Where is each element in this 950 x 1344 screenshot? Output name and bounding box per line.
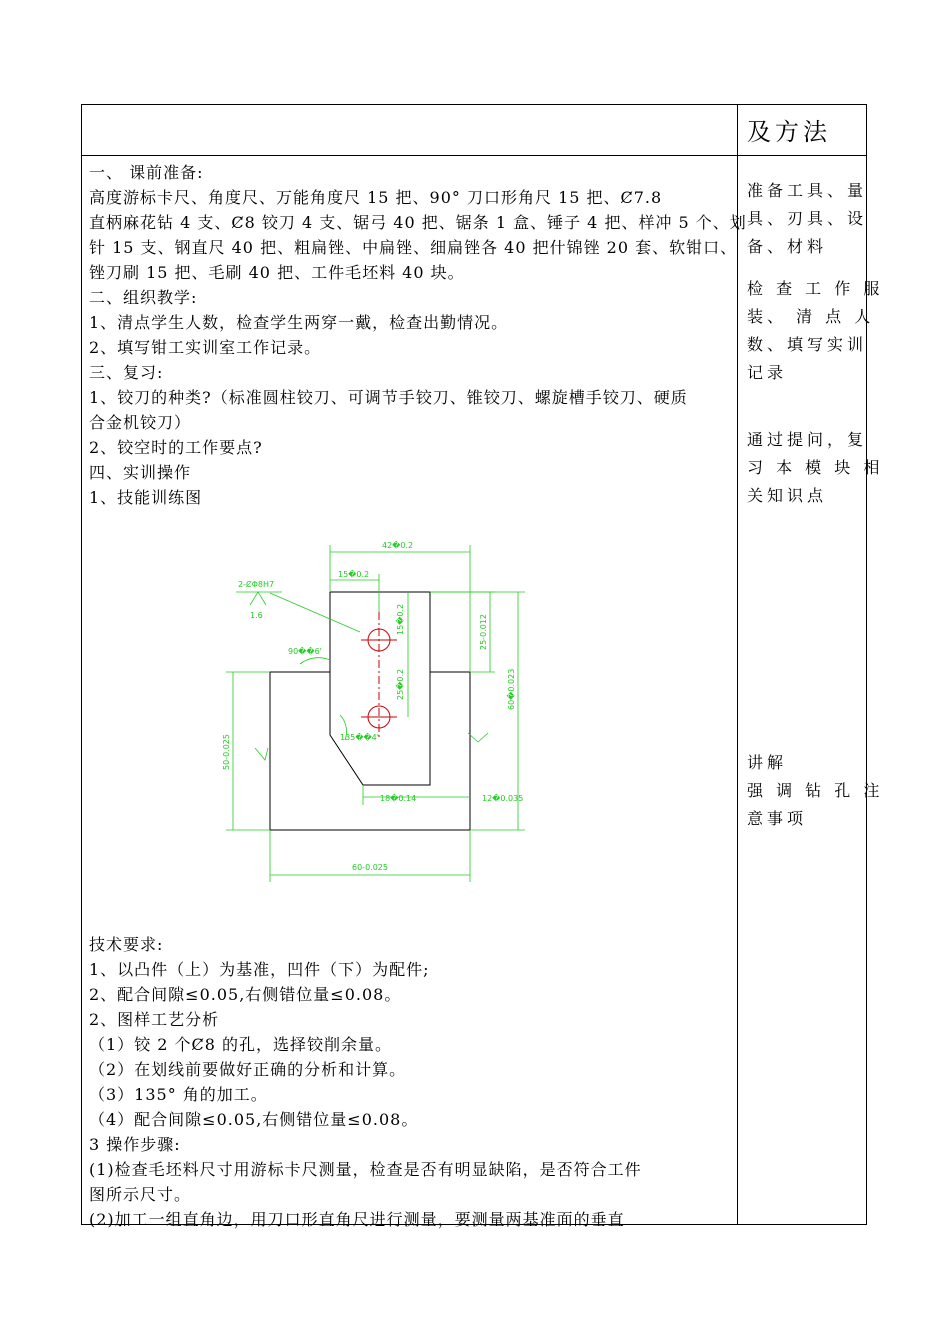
dim-label: 2-ȻΦ8H7 — [238, 580, 275, 589]
dim-label: 60-0.025 — [352, 863, 388, 872]
dim-label: 60�0.023 — [507, 668, 516, 710]
side-line: 意事项 — [747, 809, 808, 828]
side-line: 强 调 钻 孔 注 — [747, 781, 884, 800]
side-line: 准备工具、量 — [747, 181, 868, 200]
side-line: 检 查 工 作 服 — [747, 279, 884, 298]
text-line: （1）铰 2 个Ȼ8 的孔，选择铰削余量。 — [89, 1035, 393, 1054]
dim-label: 25-0.012 — [479, 614, 488, 650]
text-line: 高度游标卡尺、角度尺、万能角度尺 15 把、90° 刀口形角尺 15 把、Ȼ7.8 — [89, 188, 663, 207]
side-line: 装、 清 点 人 — [747, 307, 875, 326]
text-line: 1、清点学生人数，检查学生两穿一戴，检查出勤情况。 — [89, 313, 509, 332]
text-line: 二、组织教学: — [89, 288, 198, 307]
text-line: （4）配合间隙≤0.05,右侧错位量≤0.08。 — [89, 1110, 419, 1129]
dim-label: 12�0.035 — [482, 794, 524, 803]
method-column-header: 及方法 — [747, 118, 831, 146]
text-line: 四、实训操作 — [89, 463, 192, 482]
dim-label: 1.6 — [250, 611, 263, 620]
dim-label: 42�0.2 — [382, 541, 414, 550]
dim-label: 135��4' — [340, 733, 379, 742]
text-line: 针 15 支、钢直尺 40 把、粗扁锉、中扁锉、细扁锉各 40 把什锦锉 20 套、软钳口、 — [89, 238, 738, 257]
text-line: (1)检查毛坯料尺寸用游标卡尺测量，检查是否有明显缺陷，是否符合工件 — [89, 1160, 642, 1179]
dim-label: 18�0.14 — [380, 794, 417, 803]
header-divider — [81, 155, 867, 156]
skill-training-drawing — [200, 528, 540, 888]
text-line: 技术要求: — [89, 935, 164, 954]
column-divider — [737, 104, 738, 1225]
dimension-labels — [222, 540, 523, 872]
text-line: (2)加工一组直角边，用刀口形直角尺进行测量，要测量两基准面的垂直 — [89, 1210, 625, 1229]
dim-label: 50-0.025 — [222, 734, 231, 770]
text-line: 合金机铰刀） — [89, 413, 192, 432]
side-note-review — [747, 427, 883, 506]
dimension-lines — [226, 545, 525, 882]
text-line: 2、配合间隙≤0.05,右侧错位量≤0.08。 — [89, 985, 402, 1004]
hole-marks — [361, 612, 397, 740]
text-line: 直柄麻花钻 4 支、Ȼ8 铰刀 4 支、锯弓 40 把、锯条 1 盒、锤子 4 把、样冲 5 个、划 — [89, 213, 747, 232]
text-line: 三、复习: — [89, 363, 164, 382]
text-line: 锉刀刷 15 把、毛刷 40 把、工件毛坯料 40 块。 — [89, 263, 465, 282]
text-line: 3 操作步骤: — [89, 1135, 181, 1154]
text-line: 一、 课前准备: — [89, 163, 204, 182]
side-line: 关知识点 — [747, 486, 828, 505]
dim-label: 15�0.2 — [396, 603, 405, 635]
text-line: 2、填写钳工实训室工作记录。 — [89, 338, 322, 357]
side-line: 通过提问，复 — [747, 430, 868, 449]
text-line: 2、图样工艺分析 — [89, 1010, 220, 1029]
side-line: 具、刃具、设 — [747, 209, 868, 228]
side-note-organize — [747, 276, 883, 383]
side-line: 备、材料 — [747, 237, 828, 256]
text-line: 1、技能训练图 — [89, 488, 203, 507]
side-line: 记录 — [747, 363, 788, 382]
text-line: 1、以凸件（上）为基准，凹件（下）为配件; — [89, 960, 430, 979]
text-line: 图所示尺寸。 — [89, 1185, 192, 1204]
text-line: （2）在划线前要做好正确的分析和计算。 — [89, 1060, 407, 1079]
dim-label: 15�0.2 — [338, 570, 370, 579]
text-line: （3）135° 角的加工。 — [89, 1085, 268, 1104]
side-line: 数、填写实训 — [747, 335, 868, 354]
side-line: 习 本 模 块 相 — [747, 458, 884, 477]
side-line: 讲解 — [747, 753, 788, 772]
text-line: 2、铰空时的工作要点? — [89, 438, 263, 457]
side-note-prepare — [747, 178, 867, 257]
dim-label: 90��6' — [288, 647, 322, 656]
side-note-explain — [747, 750, 883, 829]
text-line: 1、铰刀的种类?（标准圆柱铰刀、可调节手铰刀、锥铰刀、螺旋槽手铰刀、硬质 — [89, 388, 688, 407]
dim-label: 25�0.2 — [396, 668, 405, 700]
